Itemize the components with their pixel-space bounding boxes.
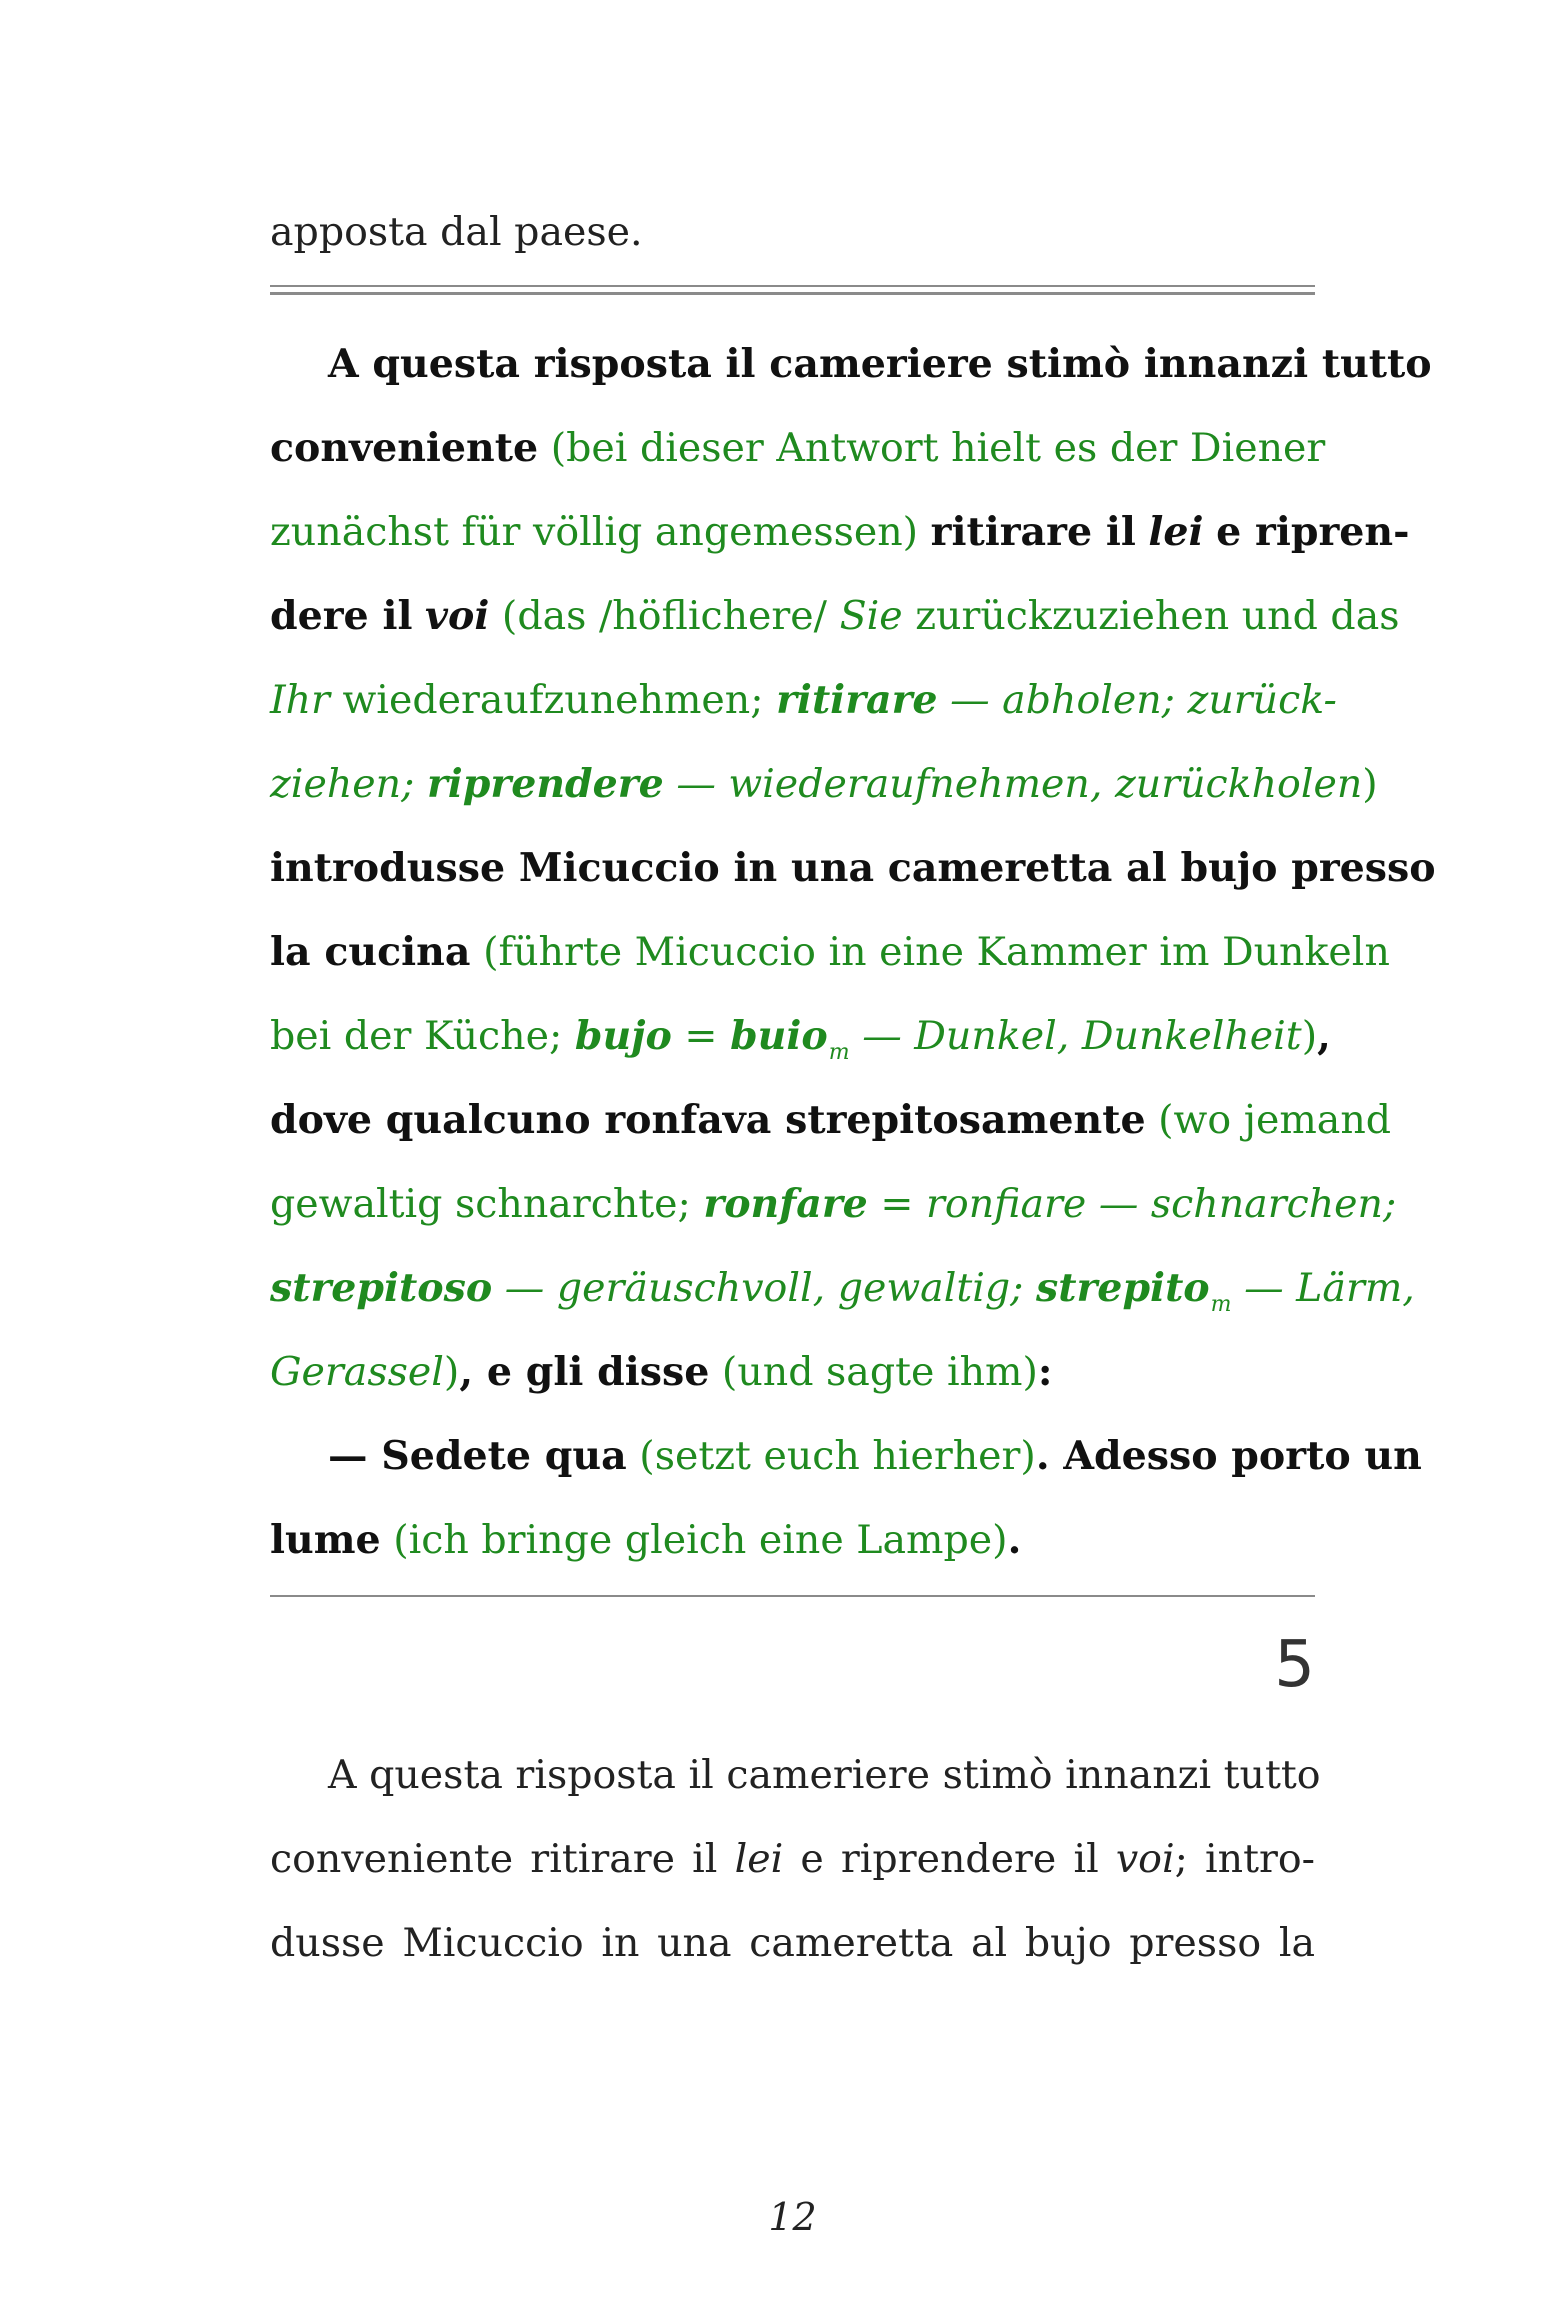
italian-text: , <box>1317 1013 1331 1059</box>
german-translation: (führte Micuccio in eine Kammer im Dunkeln <box>483 929 1390 975</box>
italian-text: introdusse Micuccio in una cameretta al bujo presso <box>270 845 1436 891</box>
text-line <box>270 749 1378 819</box>
italian-text: dere il <box>270 593 413 639</box>
german-translation-italic: Ihr <box>270 677 330 723</box>
text-original: apposta dal paese. <box>270 209 643 255</box>
italian-text: e ripren- <box>1216 509 1410 555</box>
text-original: conveniente ritirare il <box>270 1836 718 1882</box>
italian-text: , e gli disse <box>459 1349 710 1395</box>
text-line <box>270 497 1410 567</box>
italian-text-italic: lei <box>1148 509 1204 555</box>
text-line <box>270 1337 1315 1407</box>
italian-text: A questa risposta il cameriere stimò innanzi tutto <box>328 341 1432 387</box>
vocab-headword: buio <box>730 1013 828 1059</box>
italian-text: lume <box>270 1517 381 1563</box>
text-line <box>270 1085 1392 1155</box>
text-line <box>270 1421 1422 1491</box>
vocab-headword: ronfare <box>703 1181 868 1227</box>
german-translation: ) <box>1362 761 1378 807</box>
text-line <box>270 917 1390 987</box>
german-translation: zurückzuziehen und das <box>915 593 1400 639</box>
vocab-definition: — abholen; zurück- <box>950 677 1337 723</box>
text-line <box>270 1740 1321 1810</box>
german-translation: gewaltig schnarchte; <box>270 1181 691 1227</box>
text-original-italic: voi <box>1115 1836 1175 1882</box>
text-line <box>270 581 1400 651</box>
text-line <box>270 665 1337 735</box>
text-line <box>270 1824 1315 1894</box>
vocab-definition: — wiederaufnehmen, zurückholen <box>676 761 1363 807</box>
text-line <box>270 1001 1331 1071</box>
text-line <box>270 833 1436 903</box>
vocab-equals: = <box>880 1181 914 1227</box>
gender-marker: m <box>828 1040 850 1065</box>
text-original: A questa risposta il cameriere stimò innanzi tutto <box>328 1752 1321 1798</box>
german-translation: (wo jemand <box>1158 1097 1392 1143</box>
german-translation: wiederaufzunehmen; <box>342 677 764 723</box>
italian-text-italic: voi <box>425 593 490 639</box>
page-number: 12 <box>768 2195 817 2239</box>
gender-marker: m <box>1210 1292 1232 1317</box>
vocab-headword: ritirare <box>776 677 938 723</box>
vocab-definition: ziehen; <box>270 761 415 807</box>
vocab-definition: — Lärm, <box>1244 1265 1415 1311</box>
german-translation: bei der Küche; <box>270 1013 563 1059</box>
italian-text: la cucina <box>270 929 471 975</box>
vocab-headword: riprendere <box>426 761 664 807</box>
text-line <box>270 413 1326 483</box>
vocab-equals: = <box>684 1013 718 1059</box>
german-translation: ) <box>1301 1013 1318 1059</box>
german-translation: (ich bringe gleich eine Lampe) <box>393 1517 1008 1563</box>
text-line <box>270 197 1315 267</box>
italian-text: . <box>1007 1517 1022 1563</box>
text-original: dusse Micuccio in una cameretta al bujo presso la <box>270 1920 1315 1966</box>
italian-text: ritirare il <box>930 509 1136 555</box>
vocab-headword: bujo <box>574 1013 672 1059</box>
italian-text: . Adesso porto un <box>1035 1433 1422 1479</box>
text-original-italic: lei <box>734 1836 784 1882</box>
chapter-number: 5 <box>1274 1628 1315 1702</box>
vocab-headword: strepitoso <box>270 1265 493 1311</box>
text-line <box>270 329 1432 399</box>
text-original: ; intro- <box>1174 1836 1315 1882</box>
double-rule-top <box>270 285 1315 287</box>
german-translation: zunächst für völlig angemessen) <box>270 509 919 555</box>
german-translation: (setzt euch hierher) <box>639 1433 1036 1479</box>
german-translation-italic: Sie <box>839 593 903 639</box>
section-rule <box>270 1595 1315 1597</box>
text-line <box>270 1253 1415 1323</box>
german-translation: (und sagte ihm) <box>721 1349 1038 1395</box>
vocab-definition: Gerassel <box>270 1349 444 1395</box>
vocab-definition: — Dunkel, Dunkelheit <box>862 1013 1302 1059</box>
italian-text: : <box>1037 1349 1053 1395</box>
text-line <box>270 1169 1397 1239</box>
vocab-headword: strepito <box>1036 1265 1210 1311</box>
double-rule-bottom <box>270 292 1315 295</box>
text-original: e riprendere il <box>800 1836 1099 1882</box>
italian-text: dove qualcuno ronfava strepitosamente <box>270 1097 1146 1143</box>
text-line <box>270 1908 1315 1978</box>
text-line <box>270 1505 1315 1575</box>
vocab-definition: — geräuschvoll, gewaltig; <box>504 1265 1024 1311</box>
italian-text: conveniente <box>270 425 539 471</box>
vocab-definition: ronfiare — schnarchen; <box>926 1181 1397 1227</box>
italian-text: — Sedete qua <box>328 1433 627 1479</box>
german-translation: ) <box>443 1349 460 1395</box>
german-translation: (bei dieser Antwort hielt es der Diener <box>550 425 1326 471</box>
german-translation: (das /höflichere/ <box>501 593 827 639</box>
